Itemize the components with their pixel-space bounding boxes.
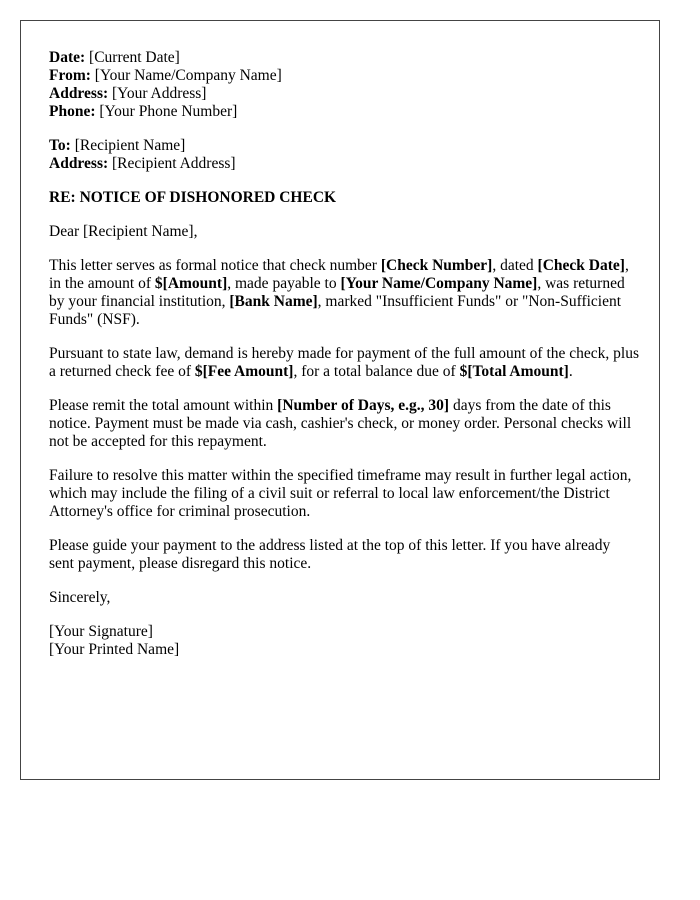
p2-text-1: Pursuant to state law, demand is hereby made for payment of the full amount of the check, plus a returned check fee of [49,345,639,380]
p1-text-1: This letter serves as formal notice that check number [49,257,381,274]
p3-text-1: Please remit the total amount within [49,397,278,414]
recipient-address-line [49,155,639,173]
fee-amount-field: $[Fee Amount] [194,363,294,380]
from-line [49,67,639,85]
sender-address-line [49,85,639,103]
from-label: From: [49,67,91,84]
p1-text-4: , made payable to [227,275,341,292]
recipient-address-value: [Recipient Address] [108,155,236,172]
subject-text: RE: NOTICE OF DISHONORED CHECK [49,189,337,206]
salutation: Dear [Recipient Name], [49,223,198,240]
bank-name-field: [Bank Name] [229,293,318,310]
total-amount-field: $[Total Amount] [459,363,569,380]
closing: Sincerely, [49,589,111,606]
to-label: To: [49,137,71,154]
check-date-field: [Check Date] [537,257,625,274]
phone-value: [Your Phone Number] [95,103,238,120]
p2-text-2: , for a total balance due of [293,363,460,380]
paragraph-demand [49,345,639,381]
to-value: [Recipient Name] [70,137,186,154]
signature-line: [Your Signature] [49,623,153,640]
sender-address-value: [Your Address] [108,85,207,102]
p1-text-3: , in the amount of [49,257,629,292]
signature-block [49,623,639,659]
to-line [49,137,639,155]
printed-name-line: [Your Printed Name] [49,641,180,658]
phone-line [49,103,639,121]
number-of-days-field: [Number of Days, e.g., 30] [277,397,450,414]
subject-line [49,189,639,207]
paragraph-instructions: Please guide your payment to the address listed at the top of this letter. If you have already sent payment, please disregard this notice. [49,537,611,572]
recipient-block [49,137,639,173]
recipient-address-label: Address: [49,155,109,172]
p1-text-5: , was returned by your financial institution, [49,275,625,310]
amount-field: $[Amount] [154,275,228,292]
from-value: [Your Name/Company Name] [90,67,282,84]
p1-text-2: , dated [492,257,538,274]
paragraph-notice [49,257,639,329]
p3-text-2: days from the date of this notice. Payment must be made via cash, cashier's check, or money order. Personal checks will not be accepted for this repayment. [49,397,632,450]
date-line [49,49,639,67]
p1-text-6: , marked "Insufficient Funds" or "Non-Sufficient Funds" (NSF). [49,293,622,328]
sender-block [49,49,639,121]
phone-label: Phone: [49,103,96,120]
check-number-field: [Check Number] [380,257,493,274]
date-value: [Current Date] [85,49,180,66]
paragraph-consequences: Failure to resolve this matter within the specified timeframe may result in further legal action, which may include the filing of a civil suit or referral to local law enforcement/the District Attorney's office for criminal prosecution. [49,467,632,520]
sender-address-label: Address: [49,85,109,102]
date-label: Date: [49,49,86,66]
payee-field: [Your Name/Company Name] [340,275,538,292]
letter-content [49,49,639,659]
p2-text-3: . [568,363,573,380]
paragraph-remit [49,397,639,451]
letter-page [20,20,660,780]
